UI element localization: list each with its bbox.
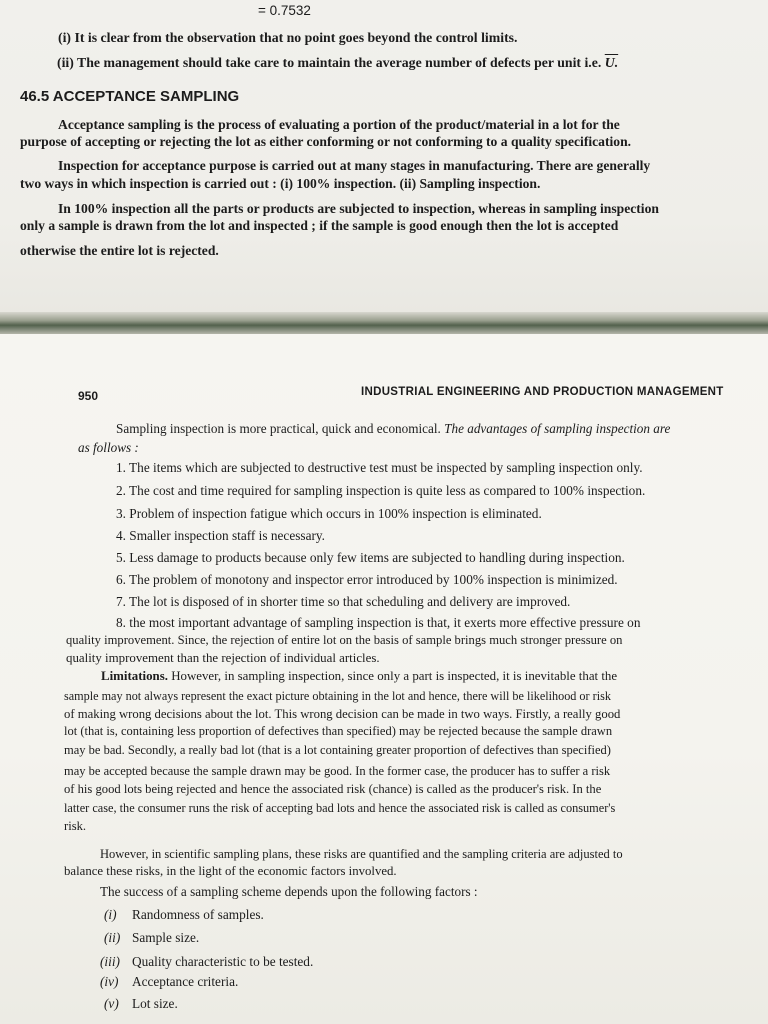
however-line1: However, in scientific sampling plans, these risks are quantified and the sampling criteria are adjusted to [100, 847, 623, 861]
intro-italic: The advantages of sampling inspection are [444, 421, 671, 436]
however-line2: balance these risks, in the light of the economic factors involved. [64, 864, 397, 878]
section-heading: 46.5 ACCEPTANCE SAMPLING [20, 88, 240, 105]
observation-2 [57, 55, 618, 71]
advantage-item: 2. The cost and time required for sampling inspection is quite less as compared to 100% inspection. [116, 483, 646, 498]
success-intro: The success of a sampling scheme depends upon the following factors : [100, 884, 478, 899]
limitations-line: of his good lots being rejected and hence the associated risk (chance) is called as the producer's risk. In the [64, 782, 602, 796]
factor-item [104, 907, 264, 923]
advantage-item: 6. The problem of monotony and inspector error introduced by 100% inspection is minimized. [116, 572, 618, 587]
observation-2-text: (ii) The management should take care to maintain the average number of defects per unit i.e. [57, 55, 605, 70]
equation-result: = 0.7532 [258, 3, 311, 18]
advantage-item: 1. The items which are subjected to destructive test must be inspected by sampling inspection only. [116, 460, 643, 475]
advantage-item: 4. Smaller inspection staff is necessary. [116, 528, 326, 543]
factor-number: (iii) [100, 954, 120, 969]
advantage-item: 3. Problem of inspection fatigue which occurs in 100% inspection is eliminated. [116, 506, 542, 521]
factor-number: (ii) [104, 930, 121, 945]
advantage-item: 5. Less damage to products because only few items are subjected to handling during inspection. [116, 550, 625, 565]
factor-item [100, 974, 238, 990]
limitations-line: may be bad. Secondly, a really bad lot (that is a lot containing greater proportion of defectives than specified) [64, 743, 611, 757]
advantage-8-line2: quality improvement. Since, the rejection of entire lot on the basis of sample brings much stronger pressure on [66, 633, 623, 647]
limitations-line: may be accepted because the sample drawn may be good. In the former case, the producer has to suffer a risk [64, 764, 611, 778]
para3-line2: only a sample is drawn from the lot and inspected ; if the sample is good enough then the lot is accepted [20, 218, 619, 233]
advantage-item: 8. the most important advantage of sampling inspection is that, it exerts more effective pressure on [116, 615, 641, 630]
limitations-line: lot (that is, containing less proportion of defectives than specified) may be rejected because the sample drawn [64, 724, 613, 738]
intro-line2: as follows : [78, 440, 139, 455]
page-gap-shadow [0, 312, 768, 336]
factor-number: (i) [104, 907, 117, 922]
para3-line3: otherwise the entire lot is rejected. [20, 243, 219, 258]
limitations-line: of making wrong decisions about the lot. This wrong decision can be made in two ways. Firstly, a really good [64, 707, 621, 721]
limitations-line: risk. [64, 819, 87, 833]
factor-text: Randomness of samples. [132, 907, 264, 922]
limitations-text: However, in sampling inspection, since only a part is inspected, it is inevitable that the [167, 669, 618, 683]
factor-text: Quality characteristic to be tested. [132, 954, 314, 969]
para2-line1: Inspection for acceptance purpose is carried out at many stages in manufacturing. There are generally [58, 158, 651, 173]
factor-text: Acceptance criteria. [132, 974, 239, 989]
factor-number: (iv) [100, 974, 119, 989]
para3-line1: In 100% inspection all the parts or products are subjected to inspection, whereas in sampling inspection [58, 201, 659, 216]
factor-text: Sample size. [132, 930, 200, 945]
u-bar-symbol: U. [604, 55, 619, 70]
limitations-label: Limitations. [101, 669, 168, 683]
intro-line1 [116, 421, 670, 437]
para2-line2: two ways in which inspection is carried out : (i) 100% inspection. (ii) Sampling inspection. [20, 176, 541, 191]
factor-item [104, 996, 178, 1012]
factor-number: (v) [104, 996, 119, 1011]
factor-item [104, 930, 199, 946]
intro-plain: Sampling inspection is more practical, quick and economical. [116, 421, 445, 436]
factor-item [100, 954, 313, 970]
running-head: INDUSTRIAL ENGINEERING AND PRODUCTION MANAGEMENT [361, 386, 724, 398]
para1-line2: purpose of accepting or rejecting the lot as either conforming or not conforming to a quality specification. [20, 134, 632, 149]
para1-line1: Acceptance sampling is the process of evaluating a portion of the product/material in a lot for the [58, 117, 620, 132]
limitations-line: latter case, the consumer runs the risk of accepting bad lots and hence the associated risk is called as consumer's [64, 801, 616, 815]
advantage-8-line3: quality improvement than the rejection of individual articles. [66, 651, 380, 665]
limitations-line1 [101, 668, 617, 684]
page-number: 950 [78, 389, 99, 403]
advantage-item: 7. The lot is disposed of in shorter time so that scheduling and delivery are improved. [116, 594, 571, 609]
limitations-line: sample may not always represent the exact picture obtaining in the lot and hence, there will be likelihood or risk [64, 689, 611, 703]
factor-text: Lot size. [132, 996, 178, 1011]
observation-1: (i) It is clear from the observation that no point goes beyond the control limits. [58, 30, 518, 45]
